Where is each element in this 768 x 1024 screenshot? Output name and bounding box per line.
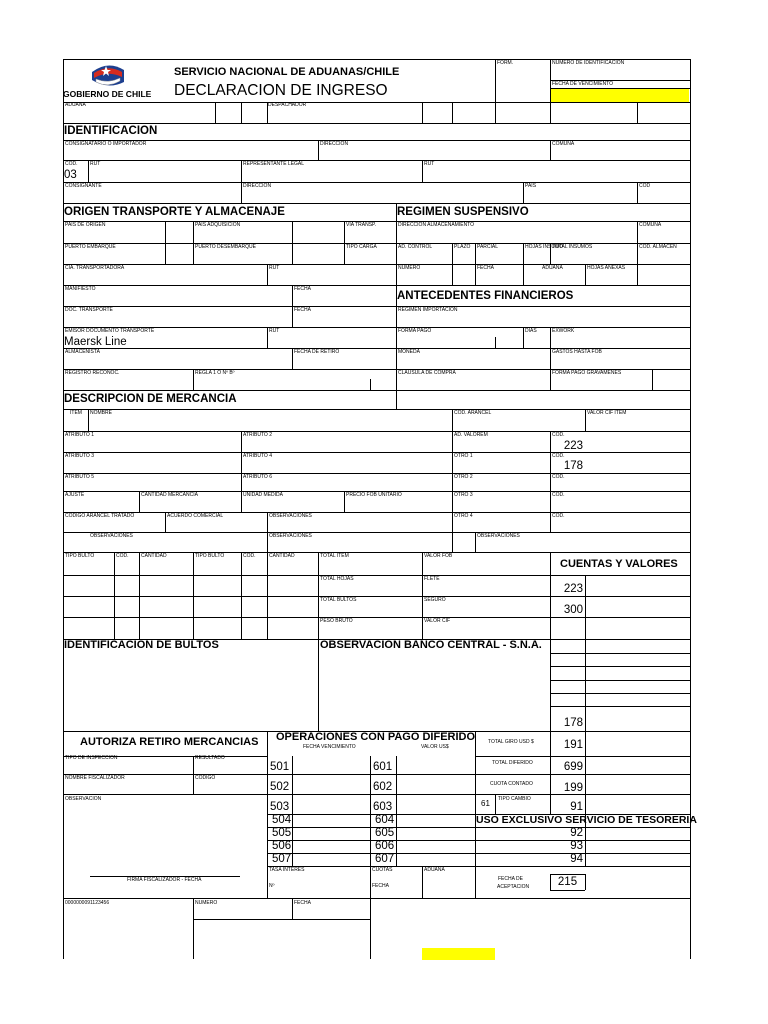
fecha-retiro-label: FECHA DE RETIRO — [294, 349, 340, 355]
parcial-label: PARCIAL — [477, 244, 499, 250]
highlight-footer — [422, 948, 495, 960]
cod-almacen-label: COD. ALMACEN — [639, 244, 677, 250]
otro1-label: OTRO 1 — [454, 453, 473, 459]
emisor-label: EMISOR DOCUMENTO TRANSPORTE — [65, 328, 155, 334]
via-transp-label: VIA TRANSP. — [346, 222, 377, 228]
numero-regimen-label: NUMERO — [398, 265, 421, 271]
otro4-label: OTRO 4 — [454, 513, 473, 519]
op-code-505: 505 — [272, 827, 292, 839]
rut-emisor-label: RUT — [269, 328, 280, 334]
codigo-arancel-tratado-label: CODIGO ARANCEL TRATADO — [65, 513, 135, 519]
observacion-label: OBSERVACION — [65, 796, 102, 802]
nombre-label: NOMBRE — [90, 410, 112, 416]
comuna-label: COMUNA — [552, 141, 575, 147]
aduana-op-label: ADUANA — [424, 867, 445, 873]
fecha-aceptacion-label-2: ACEPTACION — [497, 884, 530, 890]
valor-fob-label: VALOR FOB — [424, 553, 453, 559]
fecha-manifiesto-label: FECHA — [294, 286, 311, 292]
pais-label: PAIS — [525, 183, 537, 189]
tipo-cambio-label: TIPO CAMBIO — [498, 796, 531, 802]
fecha-aceptacion-label: FECHA DE — [498, 876, 524, 882]
total-item-label: TOTAL ITEM — [320, 553, 349, 559]
cia-transportadora-label: CIA. TRANSPORTADORA — [65, 265, 125, 271]
op-code-604: 604 — [375, 814, 395, 826]
op-code-601: 601 — [373, 761, 393, 773]
exwork-label: EXWORK — [552, 328, 575, 334]
tasa-interes-label: TASA INTERES — [269, 867, 305, 873]
seguro-label: SEGURO — [424, 597, 446, 603]
ad-valorem-label: AD. VALOREM — [454, 432, 488, 438]
identificacion-bultos-heading: IDENTIFICACION DE BULTOS — [64, 639, 219, 651]
operaciones-heading: OPERACIONES CON PAGO DIFERIDO — [276, 731, 476, 743]
total-giro-label: TOTAL GIRO USD $ — [488, 739, 534, 745]
atributo2-label: ATRIBUTO 2 — [243, 432, 272, 438]
cod1-label: COD. — [552, 432, 565, 438]
tesoreria-value-3: 94 — [570, 853, 583, 865]
origen-heading: ORIGEN TRANSPORTE Y ALMACENAJE — [64, 206, 285, 218]
rut-representante-label: RUT — [424, 161, 435, 167]
op-code-605: 605 — [375, 827, 395, 839]
unidad-medida-label: UNIDAD MEDIDA — [243, 492, 284, 498]
peso-bruto-label: PESO BRUTO — [320, 618, 353, 624]
almacenista-label: ALMACENISTA — [65, 349, 100, 355]
aduana-label: ADUANA — [65, 102, 86, 108]
cantidad-bulto2-label: CANTIDAD — [269, 553, 295, 559]
hojas-insumo-label: HOJAS INSUMO — [525, 244, 564, 250]
flete-label: FLETE — [424, 576, 440, 582]
direccion-label: DIRECCION — [320, 141, 349, 147]
otro3-label: OTRO 3 — [454, 492, 473, 498]
agency-name: SERVICIO NACIONAL DE ADUANAS/CHILE — [174, 66, 400, 78]
item-label: ITEM — [70, 410, 82, 416]
cod1-value: 223 — [563, 440, 583, 452]
plazo-label: PLAZO — [454, 244, 471, 250]
observaciones-label: OBSERVACIONES — [269, 513, 312, 519]
fecha-vencimiento-label: FECHA DE VENCIMIENTO — [552, 81, 614, 87]
resultado-label: RESULTADO — [195, 755, 225, 761]
regimen-importacion-label: REGIMEN IMPORTACION — [398, 307, 458, 313]
op-code-501: 501 — [270, 761, 290, 773]
total-giro-value: 191 — [563, 739, 583, 751]
codigo-label: CODIGO — [195, 775, 216, 781]
numero-identificacion-label: NUMERO DE IDENTIFICACION — [552, 60, 625, 66]
atributo6-label: ATRIBUTO 6 — [243, 474, 272, 480]
regimen-heading: REGIMEN SUSPENSIVO — [397, 206, 529, 218]
valor-cif-item-label: VALOR CIF ITEM — [587, 410, 627, 416]
op-code-606: 606 — [375, 840, 395, 852]
total-diferido-value: 699 — [563, 761, 583, 773]
cantidad-bulto-label: CANTIDAD — [141, 553, 167, 559]
tipo-carga-label: TIPO CARGA — [346, 244, 377, 250]
puerto-embarque-label: PUERTO EMBARQUE — [65, 244, 116, 250]
fecha-vencimiento-op-label: FECHA VENCIMIENTO — [303, 744, 356, 750]
aduana-regimen-label: ADUANA — [542, 265, 563, 271]
moneda-label: MONEDA — [398, 349, 420, 355]
clausula-compra-label: CLAUSULA DE COMPRA — [398, 370, 456, 376]
cod-pais-label: COD — [639, 183, 651, 189]
cantidad-mercancia-label: CANTIDAD MERCANCIA — [141, 492, 198, 498]
atributo5-label: ATRIBUTO 5 — [65, 474, 94, 480]
fecha-regimen-label: FECHA — [477, 265, 494, 271]
n-label: Nº — [269, 883, 275, 889]
hojas-anexas-label: HOJAS ANEXAS — [587, 265, 626, 271]
valor-us-label: VALOR US$ — [421, 744, 449, 750]
cuentas-value-3: 178 — [563, 717, 583, 729]
doc-transporte-label: DOC. TRANSPORTE — [65, 307, 113, 313]
dias-label: DIAS — [525, 328, 537, 334]
observaciones2-label: OBSERVACIONES — [90, 533, 133, 539]
government-label: GOBIERNO DE CHILE — [63, 89, 152, 99]
despachador-label: DESPACHADOR — [268, 102, 307, 108]
atributo3-label: ATRIBUTO 3 — [65, 453, 94, 459]
cod2-label: COD. — [552, 453, 565, 459]
comuna-regimen-label: COMUNA — [639, 222, 662, 228]
op-code-503: 503 — [270, 801, 290, 813]
pais-adquisicion-label: PAIS ADQUISICION — [195, 222, 241, 228]
direccion-almacenamiento-label: DIRECCION ALMACENAMIENTO — [398, 222, 475, 228]
cuentas-value-2: 300 — [563, 604, 583, 616]
pais-origen-label: PAIS DE ORIGEN — [65, 222, 106, 228]
document-title: DECLARACION DE INGRESO — [174, 82, 388, 99]
cod4-label: COD. — [552, 492, 565, 498]
precio-fob-label: PRECIO FOB UNITARIO — [346, 492, 402, 498]
gastos-hasta-fob-label: GASTOS HASTA FOB — [552, 349, 602, 355]
tesoreria-value-1: 92 — [570, 827, 583, 839]
cuotas-label: CUOTAS — [372, 867, 393, 873]
total-insumos-label: TOTAL INSUMOS — [552, 244, 593, 250]
cod3-label: COD. — [552, 474, 565, 480]
tipo-cambio-value: 91 — [570, 801, 583, 813]
nombre-fiscalizador-label: NOMBRE FISCALIZADOR — [65, 775, 125, 781]
cuota-contado-label: CUOTA CONTADO — [490, 781, 533, 787]
acuerdo-comercial-label: ACUERDO COMERCIAL — [167, 513, 224, 519]
consignante-label: CONSIGNANTE — [65, 183, 102, 189]
op-code-506: 506 — [272, 840, 292, 852]
footer-fecha-label: FECHA — [294, 900, 311, 906]
tesoreria-value-2: 93 — [570, 840, 583, 852]
cuota-contado-value: 199 — [563, 782, 583, 794]
ad-control-label: AD. CONTROL — [398, 244, 433, 250]
valor-cif-label: VALOR CIF — [424, 618, 451, 624]
atributo1-label: ATRIBUTO 1 — [65, 432, 94, 438]
atributo4-label: ATRIBUTO 4 — [243, 453, 272, 459]
government-logo-icon — [88, 60, 128, 90]
footer-code: 0000000091123456 — [65, 900, 110, 906]
op-code-603: 603 — [373, 801, 393, 813]
op-code-504: 504 — [272, 814, 292, 826]
forma-pago-label: FORMA PAGO — [398, 328, 432, 334]
fecha-aceptacion-value: 215 — [557, 876, 578, 888]
mercancia-heading: DESCRIPCION DE MERCANCIA — [64, 393, 237, 405]
manifiesto-label: MANIFIESTO — [65, 286, 96, 292]
representante-legal-label: REPRESENTANTE LEGAL — [243, 161, 305, 167]
footer-numero-label: NUMERO — [195, 900, 218, 906]
rut-label: RUT — [90, 161, 101, 167]
registro-reconoc-label: REGISTRO RECONOC. — [65, 370, 120, 376]
tipo-inspeccion-label: TIPO DE INSPECCION — [65, 755, 118, 761]
cuentas-value-1: 223 — [563, 583, 583, 595]
cod-bulto2-label: COD. — [243, 553, 256, 559]
fecha-op-label: FECHA — [372, 883, 389, 889]
form-label: FORM. — [497, 60, 514, 66]
otro2-label: OTRO 2 — [454, 474, 473, 480]
tesoreria-heading: USO EXCLUSIVO SERVICIO DE TESORERIA — [476, 814, 697, 826]
autoriza-heading: AUTORIZA RETIRO MERCANCIAS — [80, 736, 259, 748]
tipo-bulto-label: TIPO BULTO — [65, 553, 95, 559]
op-code-607: 607 — [375, 853, 395, 865]
op-code-507: 507 — [272, 853, 292, 865]
cod-label: COD. — [65, 161, 78, 167]
op-code-602: 602 — [373, 781, 393, 793]
op-code-502: 502 — [270, 781, 290, 793]
firma-fiscalizador-label: FIRMA FISCALIZADOR - FECHA — [127, 877, 202, 883]
consignatario-label: CONSIGNATARIO O IMPORTADOR — [65, 141, 147, 147]
regla-label: REGLA 1 O Nº Bº — [195, 370, 235, 376]
cod-bulto-label: COD. — [116, 553, 129, 559]
rut-cia-label: RUT — [269, 265, 280, 271]
observacion-banco-heading: OBSERVACION BANCO CENTRAL - S.N.A. — [320, 639, 542, 651]
observaciones3-label: OBSERVACIONES — [269, 533, 312, 539]
financieros-heading: ANTECEDENTES FINANCIEROS — [397, 290, 574, 302]
cod-value: 03 — [64, 169, 77, 181]
fecha-doc-label: FECHA — [294, 307, 311, 313]
total-bultos-label: TOTAL BULTOS — [320, 597, 357, 603]
direccion-consignante-label: DIRECCION — [243, 183, 272, 189]
observaciones4-label: OBSERVACIONES — [477, 533, 520, 539]
cod2-value: 178 — [563, 460, 583, 472]
highlight-fecha-vencimiento — [550, 88, 689, 102]
cuentas-heading: CUENTAS Y VALORES — [560, 558, 678, 570]
tipo-cambio-code: 61 — [481, 799, 490, 808]
ajuste-label: AJUSTE — [65, 492, 85, 498]
emisor-value: Maersk Line — [64, 336, 127, 348]
cod5-label: COD. — [552, 513, 565, 519]
total-hojas-label: TOTAL HOJAS — [320, 576, 354, 582]
cod-arancel-label: COD. ARANCEL — [454, 410, 492, 416]
total-diferido-label: TOTAL DIFERIDO — [492, 760, 533, 766]
identificacion-heading: IDENTIFICACION — [64, 125, 158, 137]
forma-pago-gravamenes-label: FORMA PAGO GRAVAMENES — [552, 370, 622, 376]
puerto-desembarque-label: PUERTO DESEMBARQUE — [195, 244, 256, 250]
tipo-bulto2-label: TIPO BULTO — [195, 553, 225, 559]
